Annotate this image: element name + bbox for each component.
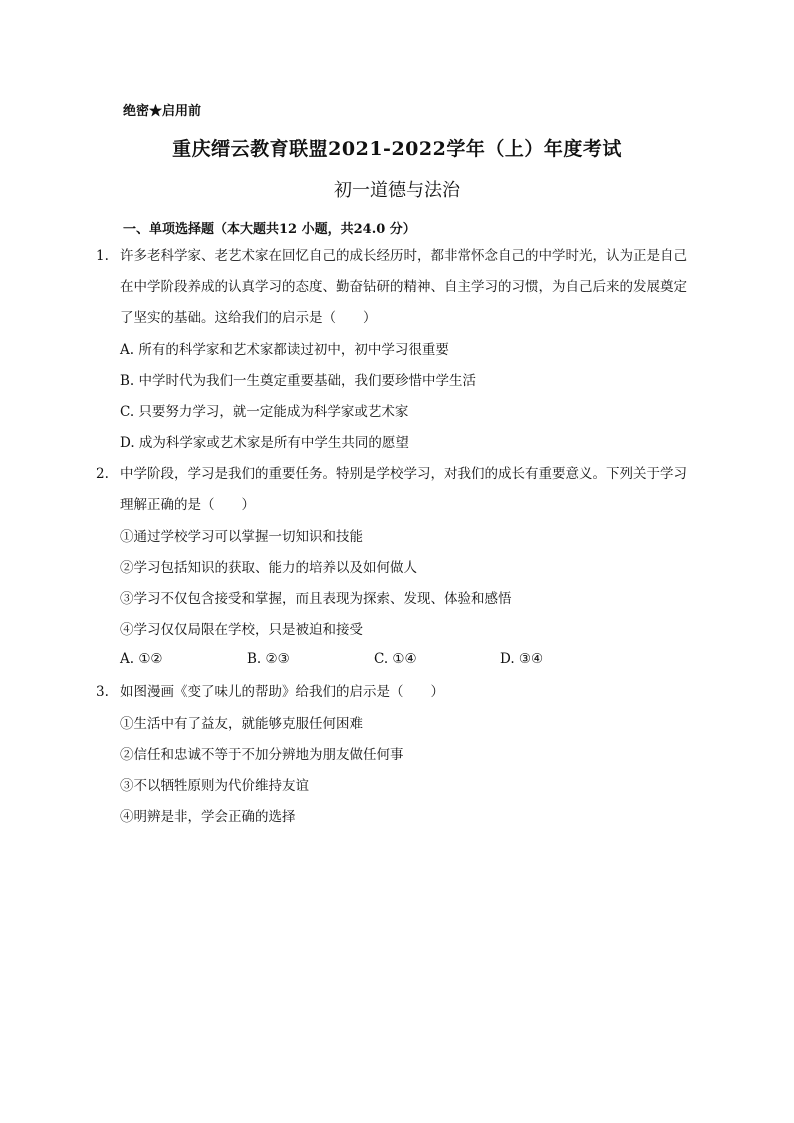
option-d: D. 成为科学家或艺术家是所有中学生共同的愿望 (120, 435, 409, 451)
question-stem: 许多老科学家、老艺术家在回忆自己的成长经历时，都非常怀念自己的中学时光，认为正是自己在中学阶段养成的认真学习的态度、勤奋钻研的精神、自主学习的习惯，为自己后来的发展奠定了坚实的基础。这给我们的启示是（ ） (120, 248, 687, 326)
option-b: B. 中学时代为我们一生奠定重要基础，我们要珍惜中学生活 (120, 373, 477, 389)
question-stem: 如图漫画《变了味儿的帮助》给我们的启示是（ ） (120, 684, 444, 700)
exam-title: 重庆缙云教育联盟2021-2022学年（上）年度考试 (172, 138, 622, 160)
question-number: 3. (96, 684, 109, 700)
question-number: 2. (96, 466, 109, 482)
question-3 (96, 677, 700, 708)
choice-a: A. ①② (120, 651, 163, 667)
statement-3: ③不以牺牲原则为代价维持友谊 (120, 778, 309, 794)
statement-1: ①生活中有了益友，就能够克服任何困难 (120, 716, 363, 732)
choice-d: D. ③④ (500, 651, 544, 667)
statement-4: ④学习仅仅局限在学校，只是被迫和接受 (120, 622, 363, 638)
option-a: A. 所有的科学家和艺术家都读过初中，初中学习很重要 (120, 342, 449, 358)
choice-row (120, 651, 680, 671)
statement-3: ③学习不仅包含接受和掌握，而且表现为探索、发现、体验和感悟 (120, 591, 512, 607)
option-c: C. 只要努力学习，就一定能成为科学家或艺术家 (120, 404, 409, 420)
confidential-label: 绝密★启用前 (123, 104, 202, 119)
statement-2: ②学习包括知识的获取、能力的培养以及如何做人 (120, 560, 417, 576)
statement-4: ④明辨是非，学会正确的选择 (120, 809, 296, 825)
exam-subject: 初一道德与法治 (334, 180, 460, 201)
choice-c: C. ①④ (374, 651, 417, 667)
question-2 (96, 459, 700, 521)
question-number: 1. (96, 248, 109, 264)
choice-b: B. ②③ (247, 651, 290, 667)
section-heading: 一、单项选择题（本大题共12 小题，共24.0 分） (123, 222, 416, 237)
question-1 (96, 241, 700, 334)
statement-2: ②信任和忠诚不等于不加分辨地为朋友做任何事 (120, 747, 404, 763)
question-stem: 中学阶段，学习是我们的重要任务。特别是学校学习，对我们的成长有重要意义。下列关于学习理解正确的是（ ） (120, 466, 687, 513)
statement-1: ①通过学校学习可以掌握一切知识和技能 (120, 529, 363, 545)
